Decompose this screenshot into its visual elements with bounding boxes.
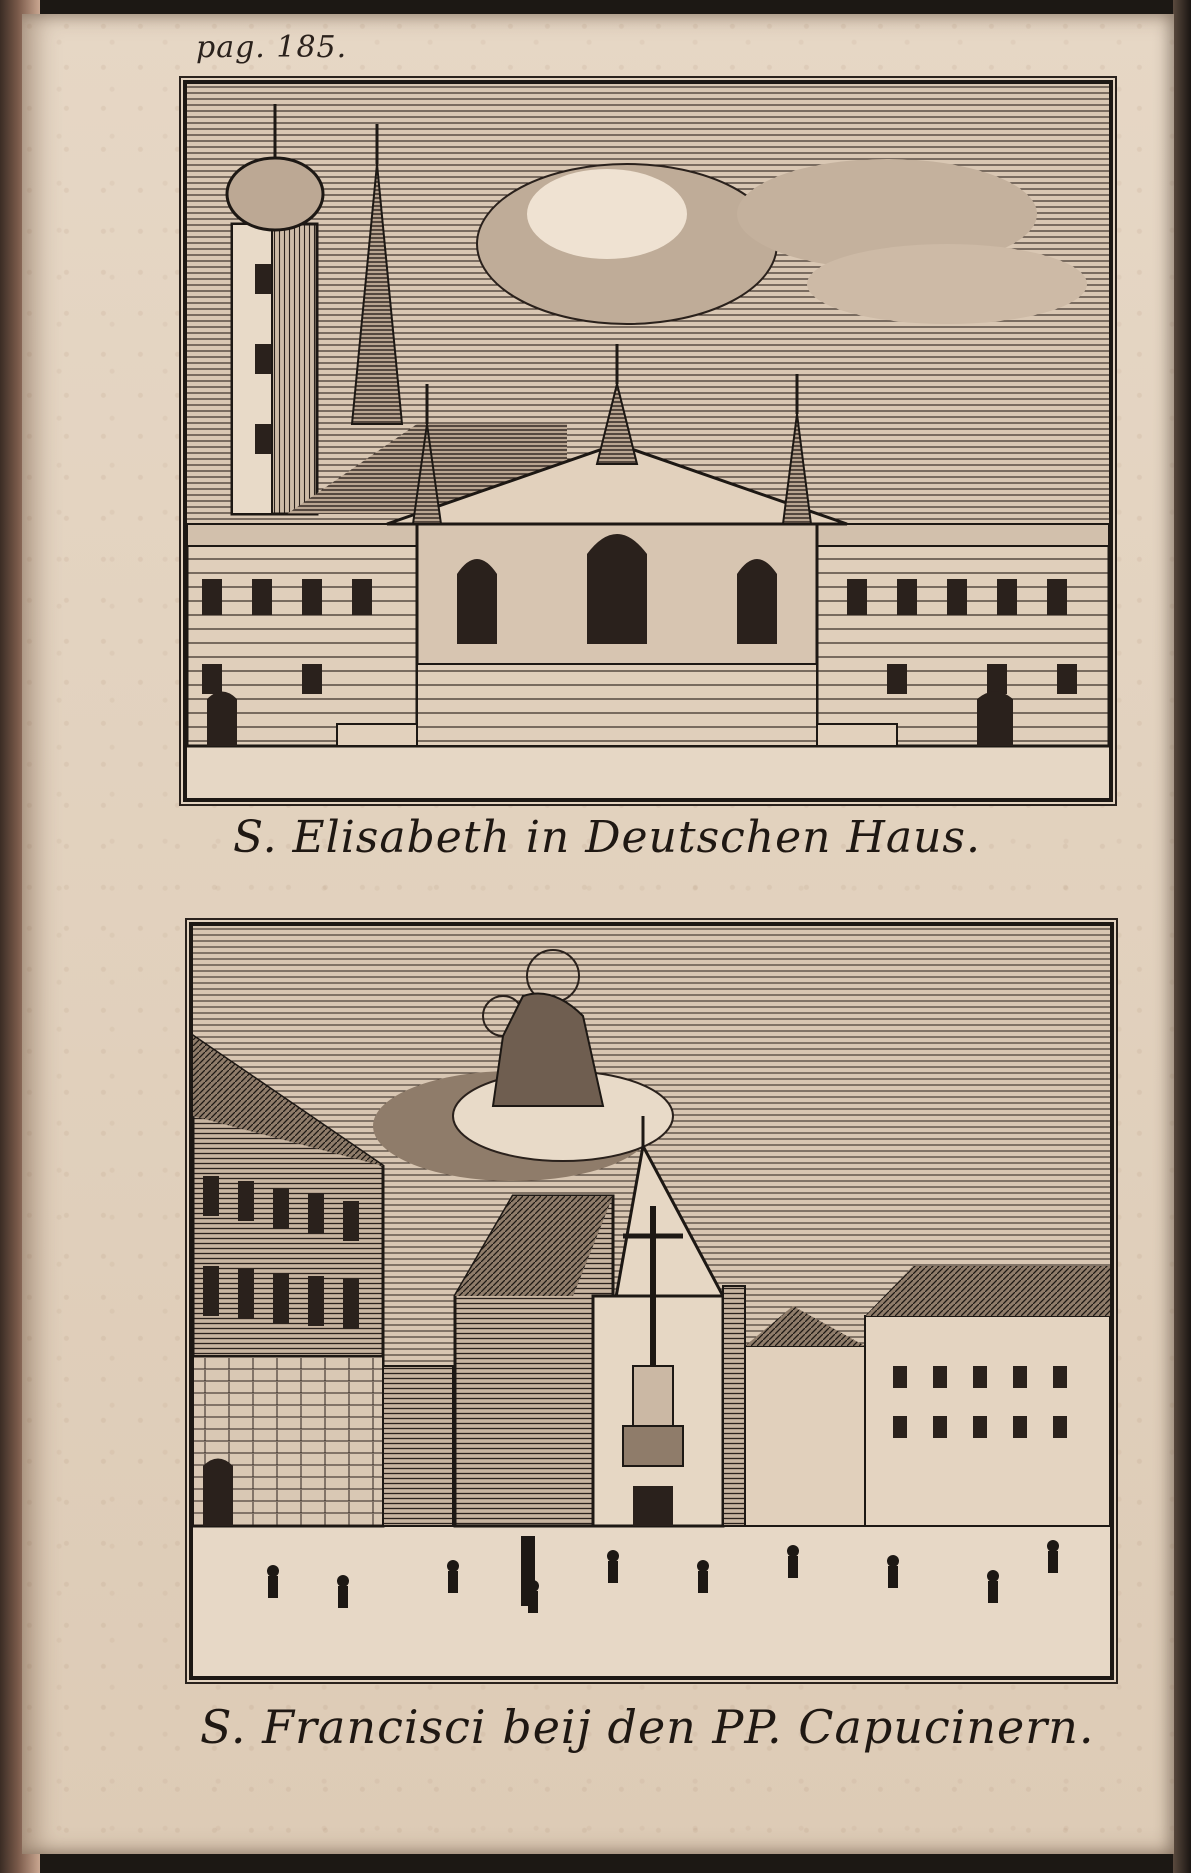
plate-caption-top: S. Elisabeth in Deutschen Haus. — [233, 812, 981, 863]
engraving-plate-bottom — [189, 922, 1114, 1680]
engraving-plate-top — [183, 80, 1113, 802]
book-right-edge — [1173, 0, 1191, 1873]
church-square-illustration — [193, 926, 1110, 1676]
plate-caption-bottom: S. Francisci beij den PP. Capucinern. — [200, 1700, 1095, 1754]
church-facade-illustration — [187, 84, 1109, 798]
page-number: pag. 185. — [196, 30, 348, 65]
